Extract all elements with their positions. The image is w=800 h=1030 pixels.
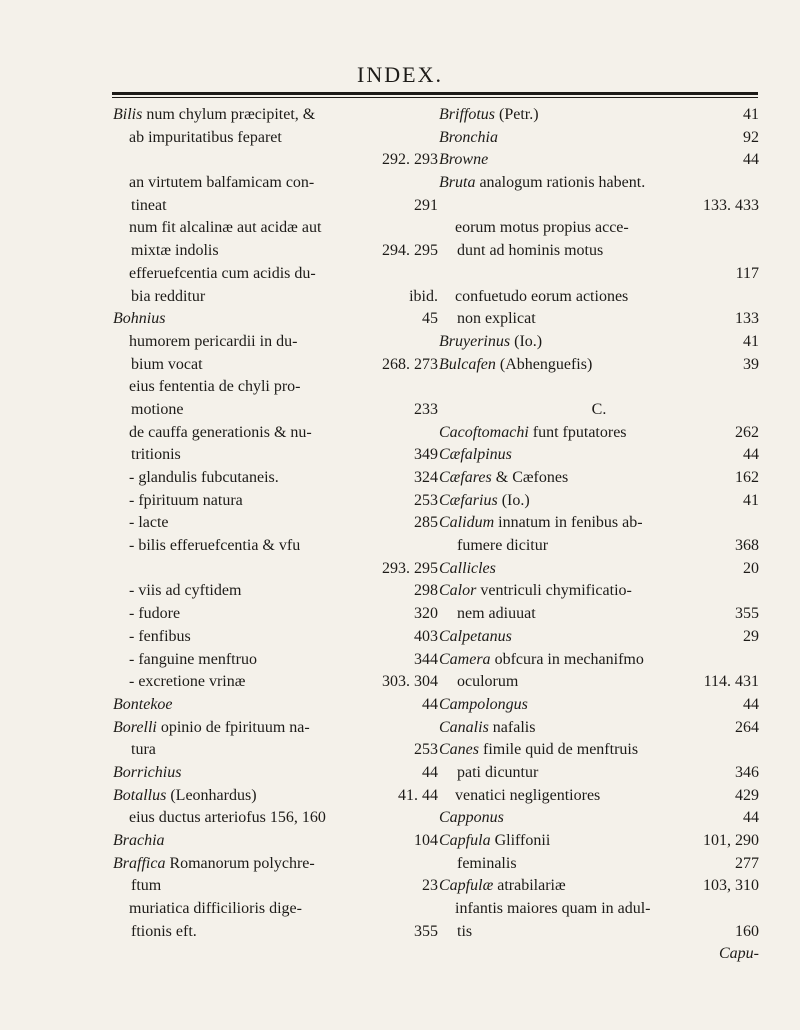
page-reference: 39: [743, 355, 759, 373]
entry-text: [439, 512, 643, 535]
catchword: Capu-: [719, 945, 759, 963]
entry-description: confuetudo eorum actiones: [455, 287, 629, 305]
entry-description: - fenfibus: [129, 627, 191, 645]
page-reference: 344: [414, 650, 438, 668]
index-entry: [113, 422, 438, 445]
page-reference: 44: [743, 809, 759, 827]
index-entry: [439, 671, 759, 694]
entry-description: ab impuritatibus feparet: [129, 128, 282, 146]
entry-text: [457, 671, 518, 694]
index-entry: [113, 263, 438, 286]
page-reference: 20: [743, 559, 759, 577]
entry-description: atrabilariæ: [493, 877, 566, 895]
index-entry: [113, 603, 438, 626]
index-entry: [113, 785, 438, 808]
index-entry: [113, 649, 438, 672]
entry-text: [129, 626, 191, 649]
entry-description: - excretione vrinæ: [129, 673, 246, 691]
page-reference: 324: [414, 469, 438, 486]
entry-text: [439, 467, 568, 490]
page-reference: 45: [422, 310, 438, 328]
page-reference: 23: [422, 877, 438, 895]
index-entry: [113, 762, 438, 785]
entry-headword: Calidum: [439, 514, 495, 532]
entry-text: [113, 762, 181, 785]
entry-text: [439, 580, 632, 603]
index-entry: [113, 921, 438, 944]
entry-text: [129, 512, 169, 535]
index-entry: [439, 127, 759, 150]
entry-text: [131, 286, 205, 309]
index-entry: [439, 717, 759, 740]
index-entry: [113, 354, 438, 377]
page-reference: 44: [743, 151, 759, 169]
entry-description: (Petr.): [495, 106, 539, 123]
index-entry: [439, 535, 759, 558]
index-entry: [113, 467, 438, 490]
page-header: INDEX.: [357, 62, 443, 87]
page-reference: 346: [735, 763, 759, 781]
index-entry: [439, 172, 759, 195]
index-entry: [439, 376, 759, 399]
entry-headword: Borelli: [113, 718, 157, 736]
page-reference: 133: [735, 310, 759, 328]
entry-description: dunt ad hominis motus: [457, 242, 604, 260]
index-entry: [113, 558, 438, 581]
entry-headword: Capponus: [439, 809, 504, 827]
entry-headword: Campolongus: [439, 695, 528, 713]
entry-text: [439, 626, 512, 649]
entry-headword: Cæfarius: [439, 491, 498, 509]
index-entry: [439, 739, 759, 762]
index-entry: [439, 444, 759, 467]
page-reference: 41: [743, 332, 759, 350]
entry-headword: Browne: [439, 151, 489, 169]
page-reference: 355: [735, 605, 759, 623]
index-entry: [439, 217, 759, 240]
index-entry: [439, 399, 759, 422]
entry-description: ftum: [131, 877, 162, 895]
entry-text: [439, 717, 535, 740]
index-entry: [439, 943, 759, 966]
entry-text: [129, 649, 257, 672]
entry-text: [129, 376, 301, 399]
entry-text: [113, 694, 173, 717]
entry-description: (Io.): [497, 491, 530, 509]
entry-headword: Callicles: [439, 559, 496, 577]
index-entry: [439, 898, 759, 921]
page-reference: 133. 433: [703, 196, 759, 214]
index-entry: [113, 240, 438, 263]
entry-description: - glandulis fubcutaneis.: [129, 469, 279, 486]
entry-text: [457, 535, 548, 558]
index-entry: [113, 172, 438, 195]
entry-description: fumere dicitur: [457, 537, 549, 555]
index-entry: [439, 649, 759, 672]
entry-text: [439, 172, 645, 195]
entry-description: nem adiuuat: [457, 605, 536, 623]
entry-description: C.: [591, 400, 607, 418]
index-entry: [113, 875, 438, 898]
entry-description: ventriculi chymificatio-: [476, 582, 632, 600]
entry-description: - fudore: [129, 605, 181, 623]
index-entry: [113, 331, 438, 354]
page-reference: 44: [743, 446, 759, 464]
entry-text: [113, 104, 315, 127]
entry-description: (Leonhardus): [166, 786, 257, 804]
index-entry: [113, 127, 438, 150]
index-entry: [439, 762, 759, 785]
entry-description: de cauffa generationis & nu-: [129, 423, 312, 441]
index-entry: [439, 580, 759, 603]
entry-description: tineat: [131, 196, 167, 214]
index-entry: [439, 422, 759, 445]
entry-text: [129, 898, 302, 921]
page-reference: 41: [743, 106, 759, 123]
page-reference: 114. 431: [703, 673, 759, 691]
entry-description: ftionis eft.: [131, 922, 197, 940]
entry-description: humorem pericardii in du-: [129, 332, 298, 350]
page-reference: 292. 293: [382, 151, 438, 169]
page-reference: 277: [735, 854, 759, 872]
entry-description: Romanorum polychre-: [165, 854, 315, 872]
entry-text: [129, 580, 241, 603]
entry-description: non explicat: [457, 310, 536, 328]
page-reference: 268. 273: [382, 355, 438, 373]
page-reference: 298: [414, 582, 438, 600]
entry-text: [457, 762, 538, 785]
entry-description: muriatica difficilioris dige-: [129, 900, 302, 918]
entry-description: eorum motus propius acce-: [455, 219, 629, 237]
entry-text: [129, 217, 321, 240]
entry-text: [129, 422, 312, 445]
page-reference: 29: [743, 627, 759, 645]
page-reference: 92: [743, 128, 759, 146]
entry-text: [129, 603, 180, 626]
entry-text: [129, 172, 314, 195]
entry-text: [113, 785, 257, 808]
entry-text: [439, 558, 496, 581]
entry-text: [131, 921, 197, 944]
entry-description: efferuefcentia cum acidis du-: [129, 264, 316, 282]
entry-description: an virtutem balfamicam con-: [129, 174, 315, 192]
page-reference: 44: [743, 695, 759, 713]
index-entry: [113, 217, 438, 240]
page-reference: 103, 310: [703, 877, 759, 895]
page-reference: 44: [422, 695, 438, 713]
index-entry: [439, 104, 759, 127]
entry-text: [129, 263, 316, 286]
page-reference: 291: [414, 196, 438, 214]
index-entry: [439, 240, 759, 263]
index-entry: [439, 830, 759, 853]
entry-text: [129, 490, 243, 513]
index-entry: [113, 286, 438, 309]
entry-text: [439, 422, 627, 445]
entry-text: [457, 921, 472, 944]
page-reference: 41. 44: [398, 786, 438, 804]
index-entry: [439, 149, 759, 172]
entry-headword: Briffotus: [439, 106, 496, 123]
entry-text: [113, 717, 310, 740]
entry-headword: Capfulæ: [439, 877, 494, 895]
entry-headword: Bilis: [113, 106, 143, 123]
entry-description: funt fputatores: [528, 423, 627, 441]
page-reference: 355: [414, 922, 438, 940]
page-reference: 303. 304: [382, 673, 438, 691]
entry-headword: Brachia: [113, 832, 165, 849]
index-entry: [113, 535, 438, 558]
page-reference: 403: [414, 627, 438, 645]
entry-text: [439, 807, 504, 830]
entry-description: (Io.): [510, 332, 543, 350]
index-entry: [113, 104, 438, 127]
entry-text: [455, 286, 628, 309]
entry-headword: Borrichius: [113, 763, 182, 781]
entry-text: [439, 649, 644, 672]
index-entry: [113, 399, 438, 422]
entry-text: [439, 875, 566, 898]
index-entry: [113, 717, 438, 740]
page-reference: 262: [735, 423, 759, 441]
entry-text: [131, 195, 167, 218]
entry-description: & Cæfones: [491, 469, 569, 486]
entry-description: - viis ad cyftidem: [129, 582, 242, 600]
entry-description: (Abhenguefis): [495, 355, 593, 373]
page-reference: ibid.: [409, 287, 438, 305]
entry-text: [131, 399, 183, 422]
entry-headword: Canalis: [439, 718, 489, 736]
entry-headword: Camera: [439, 650, 491, 668]
header-rule-thin: [112, 97, 758, 98]
entry-text: [439, 354, 592, 377]
entry-text: [129, 127, 282, 150]
entry-headword: Calor: [439, 582, 477, 600]
entry-headword: Calpetanus: [439, 627, 512, 645]
index-entry: [113, 580, 438, 603]
index-entry: [439, 785, 759, 808]
index-entry: [439, 512, 759, 535]
entry-description: infantis maiores quam in adul-: [455, 900, 651, 918]
entry-description: mixtæ indolis: [131, 242, 219, 260]
entry-text: [592, 399, 607, 422]
entry-description: - lacte: [129, 514, 169, 532]
index-entry: [113, 830, 438, 853]
entry-text: [129, 331, 297, 354]
entry-text: [457, 603, 536, 626]
entry-headword: Canes: [439, 741, 479, 759]
entry-text: [455, 217, 629, 240]
entry-headword: Capfula: [439, 832, 491, 849]
index-entry: [113, 807, 438, 830]
entry-text: [439, 490, 530, 513]
index-entry: [113, 853, 438, 876]
index-entry: [113, 671, 438, 694]
entry-text: [439, 149, 488, 172]
entry-description: obfcura in mechanifmo: [490, 650, 644, 668]
entry-description: opinio de fpirituum na-: [156, 718, 310, 736]
entry-headword: Cæfares: [439, 469, 492, 486]
page-reference: 253: [414, 491, 438, 509]
entry-description: eius fententia de chyli pro-: [129, 378, 301, 396]
page-reference: 233: [414, 400, 438, 418]
page-reference: 44: [422, 763, 438, 781]
entry-headword: Braffica: [113, 854, 166, 872]
entry-text: [113, 308, 165, 331]
page-reference: 104: [414, 832, 438, 849]
index-entry: [113, 626, 438, 649]
entry-headword: Cæfalpinus: [439, 446, 512, 464]
entry-description: bium vocat: [131, 355, 203, 373]
index-entry: [439, 286, 759, 309]
entry-description: eius ductus arteriofus 156, 160: [129, 809, 326, 827]
entry-headword: Botallus: [113, 786, 167, 804]
index-entry: [113, 898, 438, 921]
page-reference: 253: [414, 741, 438, 759]
entry-description: pati dicuntur: [457, 763, 539, 781]
index-entry: [439, 331, 759, 354]
index-entry: [439, 467, 759, 490]
page-reference: 117: [735, 264, 759, 282]
entry-text: [439, 331, 542, 354]
entry-description: Gliffonii: [490, 832, 551, 849]
entry-text: [131, 354, 203, 377]
entry-text: [439, 127, 498, 150]
page-reference: 41: [743, 491, 759, 509]
index-entry: [113, 444, 438, 467]
entry-description: bia redditur: [131, 287, 206, 305]
entry-headword: Bulcafen: [439, 355, 496, 373]
entry-text: [455, 898, 651, 921]
entry-text: [457, 308, 536, 331]
entry-description: - fanguine menftruo: [129, 650, 257, 668]
entry-text: [129, 807, 326, 830]
index-entry: [439, 354, 759, 377]
entry-headword: Bontekoe: [113, 695, 173, 713]
page-reference: 429: [735, 786, 759, 804]
entry-text: [131, 240, 219, 263]
entry-text: [129, 535, 300, 558]
entry-description: feminalis: [457, 854, 517, 872]
entry-description: motione: [131, 400, 184, 418]
entry-text: [129, 671, 245, 694]
page-reference: 101, 290: [703, 832, 759, 849]
entry-headword: Cacoftomachi: [439, 423, 529, 441]
index-entry: [113, 195, 438, 218]
index-entry: [113, 739, 438, 762]
index-entry: [113, 376, 438, 399]
page-reference: 293. 295: [382, 559, 438, 577]
index-entry: [439, 308, 759, 331]
page-reference: 285: [414, 514, 438, 532]
right-column: [439, 104, 759, 966]
entry-text: [131, 444, 181, 467]
entry-description: venatici negligentiores: [455, 786, 601, 804]
index-entry: [439, 626, 759, 649]
entry-text: [439, 694, 528, 717]
index-entry: [113, 490, 438, 513]
entry-description: num fit alcalinæ aut acidæ aut: [129, 219, 322, 237]
index-entry: [439, 694, 759, 717]
entry-text: [113, 853, 315, 876]
page-reference: 349: [414, 446, 438, 464]
page-reference: 294. 295: [382, 242, 438, 260]
entry-headword: Bohnius: [113, 310, 166, 328]
entry-text: [129, 467, 279, 490]
entry-text: [131, 739, 156, 762]
index-entry: [113, 694, 438, 717]
index-entry: [439, 921, 759, 944]
entry-description: - fpirituum natura: [129, 491, 243, 509]
entry-text: [439, 739, 638, 762]
page-reference: 264: [735, 718, 759, 736]
page-reference: 160: [735, 922, 759, 940]
index-entry: [439, 195, 759, 218]
index-entry: [439, 875, 759, 898]
entry-description: num chylum præcipitet, &: [142, 106, 316, 123]
index-entry: [113, 308, 438, 331]
entry-description: innatum in fenibus ab-: [494, 514, 643, 532]
entry-description: - bilis efferuefcentia & vfu: [129, 537, 301, 555]
index-entry: [113, 149, 438, 172]
page-reference: 162: [735, 469, 759, 486]
entry-headword: Bruta: [439, 174, 476, 192]
entry-text: [457, 853, 517, 876]
index-entry: [439, 807, 759, 830]
entry-description: tritionis: [131, 446, 181, 464]
entry-description: tura: [131, 741, 156, 759]
entry-text: [439, 444, 512, 467]
entry-headword: Bronchia: [439, 128, 498, 146]
index-entry: [113, 512, 438, 535]
index-entry: [439, 558, 759, 581]
index-entry: [439, 853, 759, 876]
index-entry: [439, 603, 759, 626]
entry-description: fimile quid de menftruis: [479, 741, 639, 759]
page-reference: 368: [735, 537, 759, 555]
left-column: [113, 104, 438, 943]
entry-text: [455, 785, 600, 808]
entry-text: [439, 104, 539, 127]
index-entry: [439, 263, 759, 286]
entry-text: [439, 830, 550, 853]
entry-text: [457, 240, 603, 263]
index-entry: [439, 490, 759, 513]
entry-text: [113, 830, 165, 853]
entry-headword: Bruyerinus: [439, 332, 511, 350]
entry-description: oculorum: [457, 673, 519, 691]
entry-description: tis: [457, 922, 473, 940]
header-rule: [112, 92, 758, 95]
entry-text: [131, 875, 161, 898]
page-reference: 320: [414, 605, 438, 623]
entry-description: nafalis: [488, 718, 536, 736]
entry-description: analogum rationis habent.: [475, 174, 646, 192]
